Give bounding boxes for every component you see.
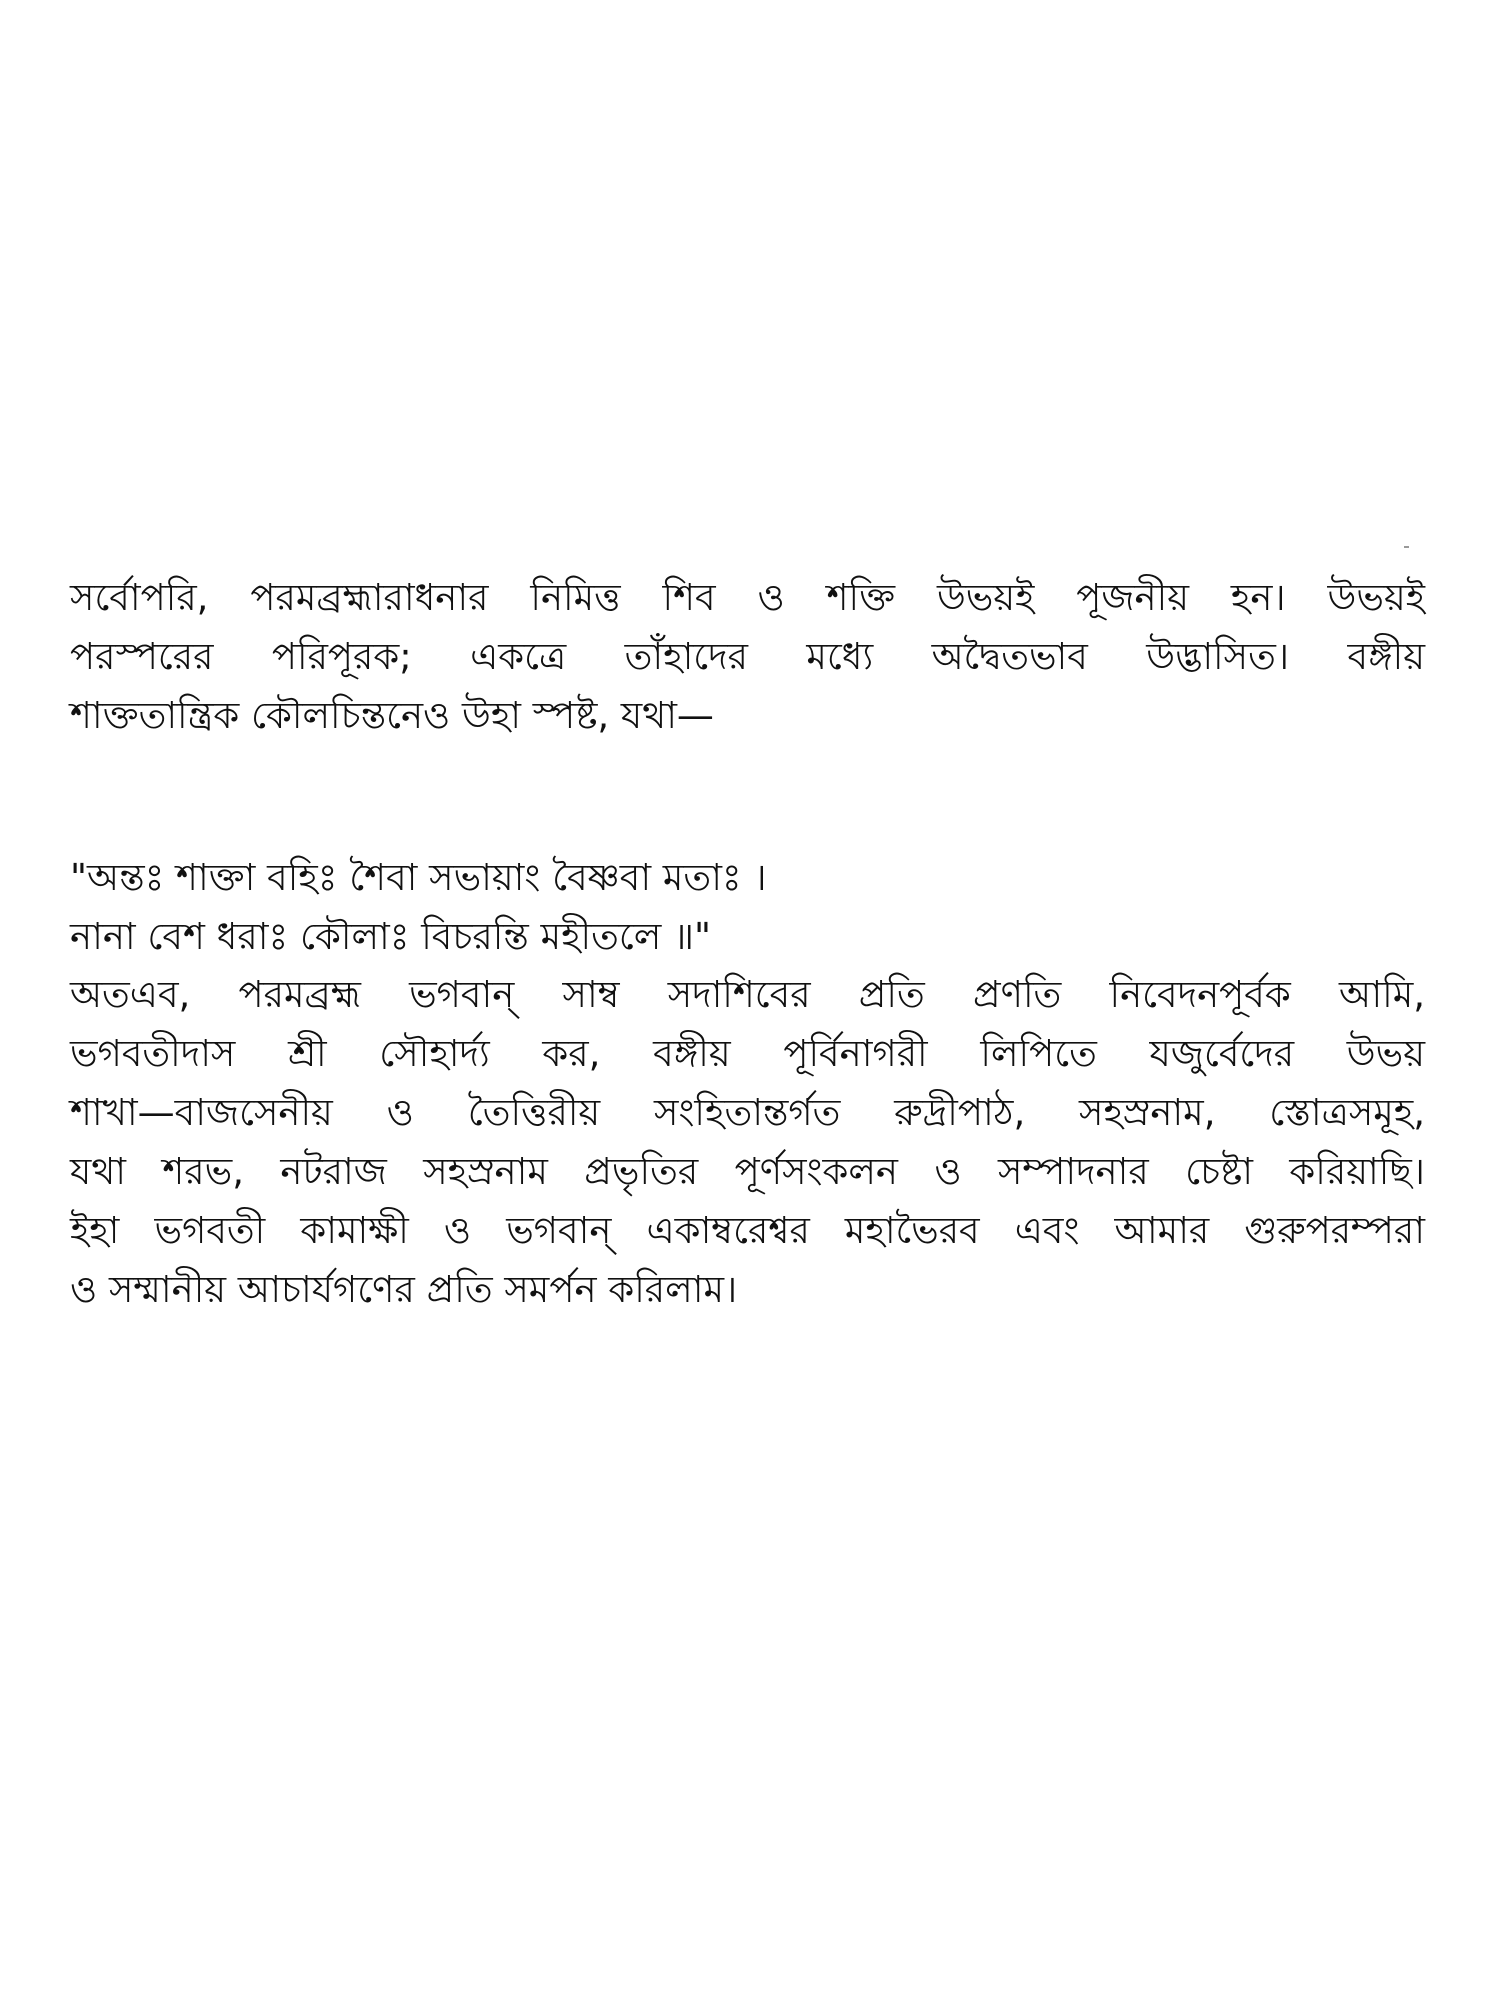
verse-line: "অন্তঃ শাক্তা বহিঃ শৈবা সভায়াং বৈষ্ণবা মতাঃ ।: [70, 856, 767, 899]
paragraph-line: ও সম্মানীয় আচার্যগণের প্রতি সমর্পন করিলাম।: [70, 1268, 738, 1311]
verse-line: নানা বেশ ধরাঃ কৌলাঃ বিচরন্তি মহীতলে ॥": [70, 915, 712, 958]
paragraph-line: ভগবতীদাস শ্রী সৌহার্দ্য কর, বঙ্গীয় পূর্বিনাগরী লিপিতে যজুর্বেদের উভয়: [70, 1032, 1425, 1075]
paragraph-line: যথা শরভ, নটরাজ সহস্রনাম প্রভৃতির পূর্ণসংকলন ও সম্পাদনার চেষ্টা করিয়াছি।: [70, 1150, 1425, 1193]
paragraph-line: ইহা ভগবতী কামাক্ষী ও ভগবান্ একাম্বরেশ্বর মহাভৈরব এবং আমার গুরুপরম্পরা: [70, 1209, 1425, 1252]
paragraph-line: সর্বোপরি, পরমব্রহ্মারাধনার নিমিত্ত শিব ও শক্তি উভয়ই পূজনীয় হন। উভয়ই: [70, 576, 1425, 619]
sanskrit-verse: [70, 848, 1425, 966]
paragraph-line: অতএব, পরমব্রহ্ম ভগবান্ সাম্ব সদাশিবের প্রতি প্রণতি নিবেদনপূর্বক আমি,: [70, 973, 1425, 1016]
paragraph-line: শাক্ততান্ত্রিক কৌলচিন্তনেও উহা স্পষ্ট, যথা—: [70, 694, 714, 737]
paragraph-dedication: [70, 965, 1425, 1319]
scan-speck: [1404, 546, 1409, 548]
paragraph-line: শাখা—বাজসেনীয় ও তৈত্তিরীয় সংহিতান্তর্গত রুদ্রীপাঠ, সহস্রনাম, স্তোত্রসমূহ,: [70, 1091, 1425, 1134]
paragraph-intro: [70, 568, 1425, 745]
paragraph-line: পরস্পরের পরিপূরক; একত্রে তাঁহাদের মধ্যে অদ্বৈতভাব উদ্ভাসিত। বঙ্গীয়: [70, 635, 1425, 678]
